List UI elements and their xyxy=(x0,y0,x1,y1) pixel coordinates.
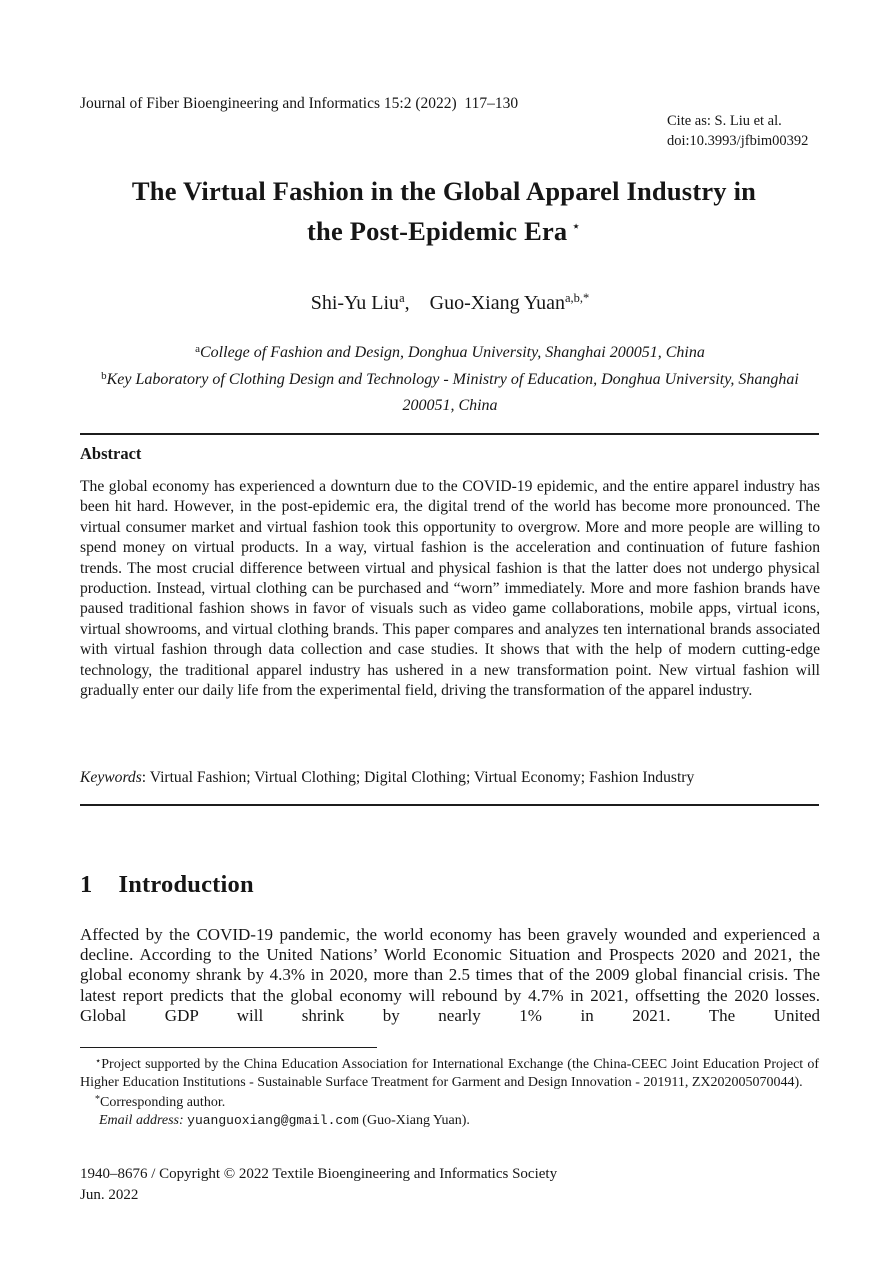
affiliation-text: Key Laboratory of Clothing Design and Technology - Ministry of Education, Donghua University, Shanghai 200051, China xyxy=(106,371,799,414)
authors-line xyxy=(80,291,820,315)
paper-title xyxy=(74,173,814,249)
footer-copyright-line: 1940–8676 / Copyright © 2022 Textile Bioengineering and Informatics Society xyxy=(80,1166,558,1182)
keywords-label: Keywords xyxy=(80,769,142,786)
journal-header: Journal of Fiber Bioengineering and Informatics 15:2 (2022) 117–130 xyxy=(80,95,519,112)
affiliation-a xyxy=(80,336,820,366)
footnote-project-text: Project supported by the China Education Association for International Exchange (the China-CEEC Joint Education Project of Higher Education Institutions - Sustainable Surface Treatment for Garment and Design Innovation - 201911, ZX202005070044). xyxy=(80,1057,819,1090)
footnote-corresponding-text: Corresponding author. xyxy=(100,1095,226,1111)
email-address-label: Email address: xyxy=(99,1112,184,1128)
authors-separator: , xyxy=(404,292,410,314)
keywords-line xyxy=(80,769,820,787)
keywords-bottom-rule xyxy=(80,804,819,806)
section-title: Introduction xyxy=(118,871,254,898)
affiliation-marker: a xyxy=(195,343,200,355)
title-footnote-star-icon: ⋆ xyxy=(571,219,581,235)
footnote-corresponding xyxy=(80,1091,819,1112)
footnote-asterisk-marker-icon: * xyxy=(95,1094,100,1106)
keywords-separator: : xyxy=(141,769,150,786)
section-heading-introduction xyxy=(80,871,254,899)
email-suffix: (Guo-Xiang Yuan). xyxy=(358,1112,470,1128)
author-name: Shi-Yu Liu xyxy=(310,292,400,314)
author-affiliation-sup: a xyxy=(399,291,405,305)
affiliation-b xyxy=(90,363,810,419)
paper-title-line1: The Virtual Fashion in the Global Apparel Industry in xyxy=(131,176,757,206)
paper-title-line2-wrap xyxy=(74,209,814,249)
abstract-heading: Abstract xyxy=(80,444,142,463)
keywords-list: Virtual Fashion; Virtual Clothing; Digital Clothing; Virtual Economy; Fashion Industry xyxy=(149,769,695,786)
author-affiliation-sup: a,b,* xyxy=(564,291,590,305)
page-footer xyxy=(80,1164,557,1205)
section-number: 1 xyxy=(80,871,93,898)
affiliation-marker: b xyxy=(101,370,107,382)
footnote-rule xyxy=(80,1047,377,1048)
introduction-paragraph: Affected by the COVID-19 pandemic, the world economy has been gravely wounded and experienced a decline. According to the United Nations’ World Economic Situation and Prospects 2020 and 2021, the global economy shrank by 4.3% in 2020, more than 2.5 times that of the 2009 global financial crisis. The latest report predicts that the global economy will rebound by 4.7% in 2021, offsetting the 2020 losses. Global GDP will shrink by nearly 1% in 2021. The United xyxy=(80,925,820,1025)
email-address-value[interactable]: yuanguoxiang@gmail.com xyxy=(187,1112,359,1128)
abstract-top-rule xyxy=(80,433,819,435)
paper-title-line2: the Post-Epidemic Era xyxy=(307,216,568,246)
footnote-star-marker-icon: ⋆ xyxy=(95,1056,102,1067)
footnote-project xyxy=(80,1053,819,1091)
abstract-paragraph: The global economy has experienced a downturn due to the COVID-19 epidemic, and the entire apparel industry has been hit hard. However, in the post-epidemic era, the digital trend of the world has become more pronounced. The virtual consumer market and virtual fashion took this opportunity to overgrow. More and more people are willing to spend money on virtual products. In a way, virtual fashion is the acceleration and continuation of future fashion trends. The most crucial difference between virtual and physical fashion is that the latter does not undergo physical production. Instead, virtual clothing can be purchased and “worn” immediately. More and more fashion brands have paused traditional fashion shows in favor of visuals such as video game collaborations, mobile apps, virtual icons, virtual showrooms, and virtual clothing brands. This paper compares and analyzes ten international brands associated with virtual fashion through data collection and case studies. It shows that with the help of modern cutting-edge technology, the traditional apparel industry has ushered in a new transformation point. New virtual fashion will gradually enter our daily life from the experimental field, driving the transformation of the apparel industry. xyxy=(80,478,820,700)
doi-line: doi:10.3993/jfbim00392 xyxy=(667,132,809,149)
cite-line: Cite as: S. Liu et al. xyxy=(667,113,782,129)
affiliation-text: College of Fashion and Design, Donghua University, Shanghai 200051, China xyxy=(200,344,705,361)
footer-date-line: Jun. 2022 xyxy=(80,1186,139,1203)
cite-block xyxy=(667,112,808,151)
author-name: Guo-Xiang Yuan xyxy=(429,292,565,314)
footnote-email xyxy=(80,1112,819,1130)
footnotes-block xyxy=(80,1053,819,1129)
